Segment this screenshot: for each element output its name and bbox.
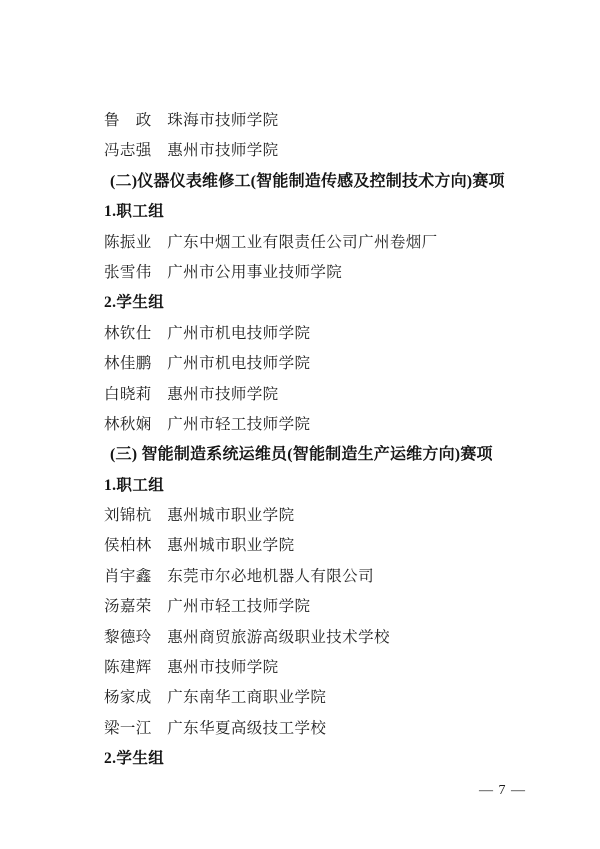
organization-name: 广州市机电技师学院 (167, 355, 311, 373)
roster-entry (104, 683, 560, 713)
organization-name: 广州市机电技师学院 (167, 324, 311, 342)
section-heading (104, 440, 560, 470)
roster-entry (104, 410, 560, 440)
roster-entry (104, 106, 560, 136)
person-name: 杨家成 (104, 689, 152, 707)
organization-name: 惠州商贸旅游高级职业技术学校 (167, 628, 390, 646)
section-heading-text: (三) 智能制造系统运维员(智能制造生产运维方向)赛项 (110, 446, 493, 464)
person-name: 陈建辉 (104, 659, 152, 677)
person-name: 张雪伟 (104, 263, 152, 281)
group-heading (104, 288, 560, 318)
roster-entry (104, 349, 560, 379)
person-name: 刘锦杭 (104, 507, 152, 525)
roster-entry (104, 136, 560, 166)
person-name: 林钦仕 (104, 324, 152, 342)
group-heading-text: 1.职工组 (104, 203, 165, 221)
person-name: 冯志强 (104, 142, 152, 160)
organization-name: 惠州市技师学院 (167, 659, 279, 677)
roster-entry (104, 653, 560, 683)
organization-name: 珠海市技师学院 (167, 112, 279, 129)
roster-entry (104, 319, 560, 349)
section-heading-text: (二)仪器仪表维修工(智能制造传感及控制技术方向)赛项 (110, 172, 505, 190)
organization-name: 广州市公用事业技师学院 (167, 263, 343, 281)
group-heading-text: 1.职工组 (104, 476, 165, 494)
organization-name: 东莞市尔必地机器人有限公司 (167, 567, 374, 585)
roster-entry (104, 228, 560, 258)
section-heading (104, 167, 560, 197)
group-heading-text: 2.学生组 (104, 294, 165, 312)
roster-content (104, 106, 560, 775)
person-name: 黎德玲 (104, 628, 152, 646)
person-name: 林秋娴 (104, 415, 152, 433)
organization-name: 惠州城市职业学院 (167, 537, 295, 555)
organization-name: 广州市轻工技师学院 (167, 415, 311, 433)
organization-name: 广东中烟工业有限责任公司广州卷烟厂 (167, 233, 438, 251)
person-name: 汤嘉荣 (104, 598, 152, 616)
roster-entry (104, 501, 560, 531)
roster-entry (104, 714, 560, 744)
person-name: 陈振业 (104, 233, 152, 251)
page-number: — 7 — (479, 783, 526, 798)
person-name: 肖宇鑫 (104, 567, 152, 585)
roster-entry (104, 592, 560, 622)
organization-name: 惠州市技师学院 (167, 142, 279, 160)
group-heading (104, 744, 560, 774)
organization-name: 惠州城市职业学院 (167, 507, 295, 525)
person-name: 侯柏林 (104, 537, 152, 555)
organization-name: 广东华夏高级技工学校 (167, 719, 327, 737)
organization-name: 广州市轻工技师学院 (167, 598, 311, 616)
person-name: 白晓莉 (104, 385, 152, 403)
roster-entry (104, 531, 560, 561)
organization-name: 惠州市技师学院 (167, 385, 279, 403)
roster-entry (104, 380, 560, 410)
group-heading (104, 197, 560, 227)
roster-entry (104, 562, 560, 592)
roster-entry (104, 623, 560, 653)
person-name: 梁一江 (104, 719, 152, 737)
group-heading (104, 471, 560, 501)
group-heading-text: 2.学生组 (104, 750, 165, 768)
roster-entry (104, 258, 560, 288)
person-name: 林佳鹏 (104, 355, 152, 373)
organization-name: 广东南华工商职业学院 (167, 689, 327, 707)
person-name: 鲁 政 (104, 112, 152, 129)
